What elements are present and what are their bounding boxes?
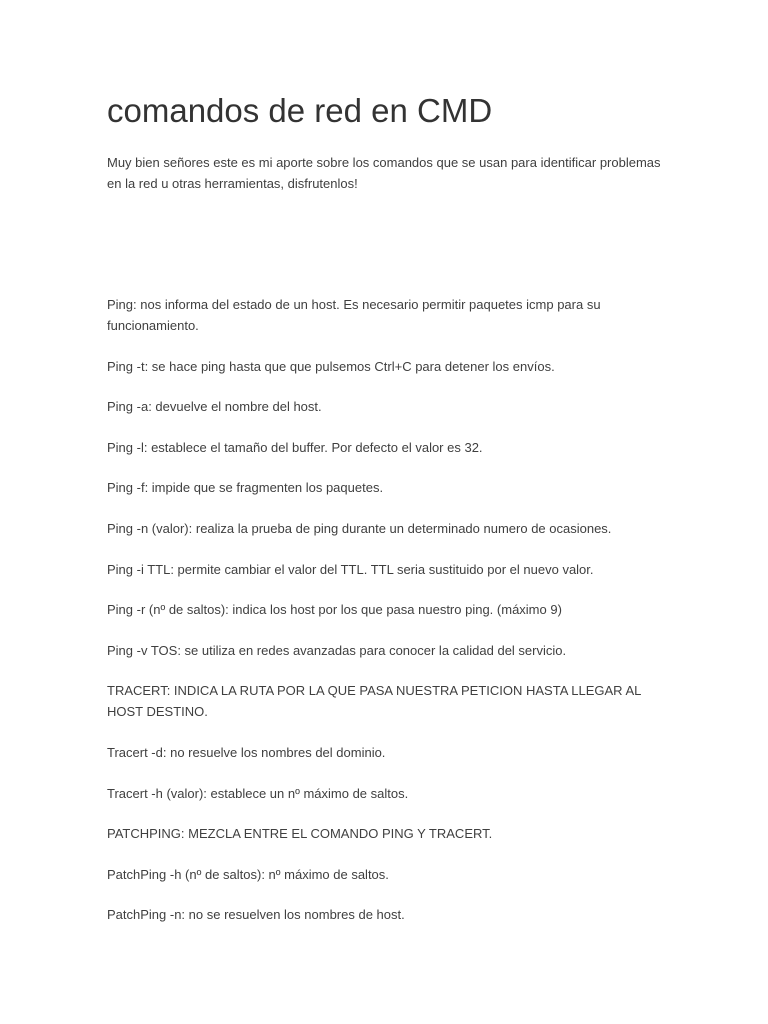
command-ping-i: Ping -i TTL: permite cambiar el valor del TTL. TTL seria sustituido por el nuevo valor. (107, 561, 594, 577)
command-ping-f: Ping -f: impide que se fragmenten los paquetes. (107, 480, 384, 496)
command-ping-n: Ping -n (valor): realiza la prueba de ping durante un determinado numero de ocasiones. (107, 520, 612, 536)
command-tracert-h: Tracert -h (valor): establece un nº máximo de saltos. (107, 785, 409, 801)
command-ping-r: Ping -r (nº de saltos): indica los host por los que pasa nuestro ping. (máximo 9) (107, 602, 562, 618)
command-ping-l: Ping -l: establece el tamaño del buffer. Por defecto el valor es 32. (107, 439, 483, 455)
command-ping: Ping: nos informa del estado de un host. Es necesario permitir paquetes icmp para su funcionamiento. (107, 297, 601, 333)
command-ping-t: Ping -t: se hace ping hasta que que pulsemos Ctrl+C para detener los envíos. (107, 358, 555, 374)
document-title: comandos de red en CMD (107, 92, 493, 129)
command-ping-a: Ping -a: devuelve el nombre del host. (107, 399, 322, 415)
intro-paragraph: Muy bien señores este es mi aporte sobre los comandos que se usan para identificar problemas en la red u otras herramientas, disfrutenlos! (107, 155, 661, 191)
command-tracert: TRACERT: INDICA LA RUTA POR LA QUE PASA NUESTRA PETICION HASTA LLEGAR AL HOST DESTINO. (107, 683, 641, 720)
command-tracert-d: Tracert -d: no resuelve los nombres del dominio. (107, 744, 386, 760)
command-patchping-n: PatchPing -n: no se resuelven los nombres de host. (107, 907, 405, 923)
command-list (107, 294, 672, 945)
command-ping-v: Ping -v TOS: se utiliza en redes avanzadas para conocer la calidad del servicio. (107, 642, 567, 658)
command-patchping-h: PatchPing -h (nº de saltos): nº máximo de saltos. (107, 866, 389, 882)
command-patchping: PATCHPING: MEZCLA ENTRE EL COMANDO PING Y TRACERT. (107, 826, 493, 842)
